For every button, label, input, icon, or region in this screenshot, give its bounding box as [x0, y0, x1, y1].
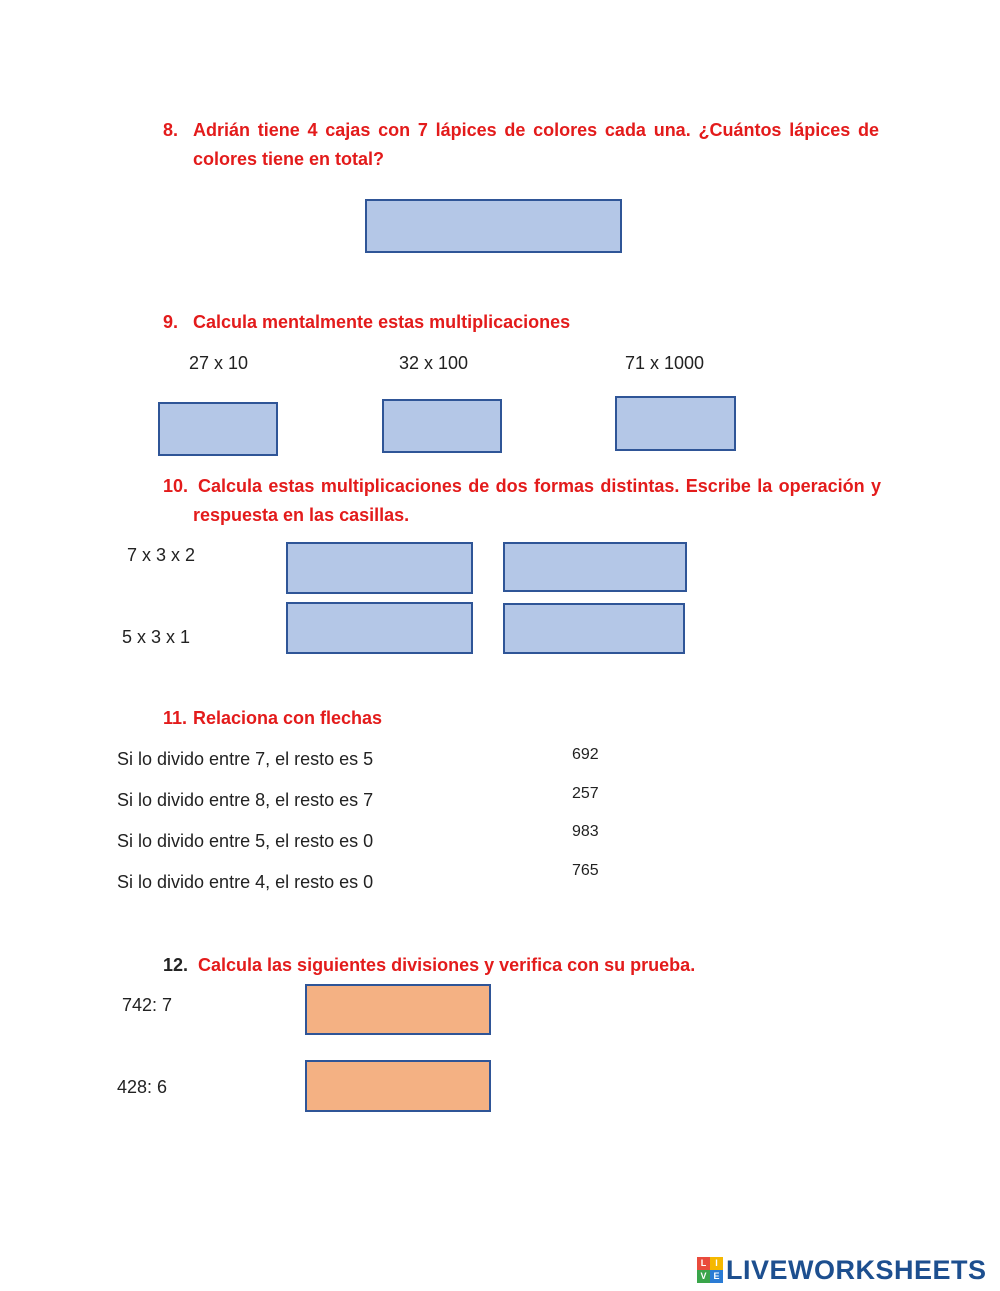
question-10-line-2: respuesta en las casillas. — [193, 505, 410, 525]
q11-number-1[interactable]: 692 — [572, 746, 599, 763]
logo-letter-l: L — [697, 1257, 710, 1270]
q11-statement-2: Si lo divido entre 8, el resto es 7 — [117, 790, 374, 810]
q12-operation-1: 742: 7 — [122, 995, 173, 1015]
q11-number-2[interactable]: 257 — [572, 785, 599, 802]
answer-box-q10-1a[interactable] — [286, 542, 473, 594]
q11-number-3[interactable]: 983 — [572, 823, 599, 840]
logo-letter-v: V — [697, 1270, 710, 1283]
question-11-title: Relaciona con flechas — [193, 708, 383, 728]
answer-box-q8[interactable] — [365, 199, 622, 253]
question-10-line-1: Calcula estas multiplicaciones de dos formas distintas. Escribe la operación y — [198, 476, 881, 496]
answer-box-q10-2a[interactable] — [286, 602, 473, 654]
question-11-number: 11. — [163, 708, 188, 728]
question-9 — [163, 308, 879, 338]
logo-letter-e: E — [710, 1270, 723, 1283]
answer-box-q9-3[interactable] — [615, 396, 736, 451]
answer-box-q10-2b[interactable] — [503, 603, 685, 654]
q12-operation-2: 428: 6 — [117, 1077, 168, 1097]
question-8-number: 8. — [163, 120, 179, 140]
answer-box-q9-1[interactable] — [158, 402, 278, 456]
logo-letter-i: I — [710, 1257, 723, 1270]
question-11 — [163, 704, 563, 734]
question-12-title: Calcula las siguientes divisiones y verifica con su prueba. — [198, 955, 696, 975]
q10-operation-1: 7 x 3 x 2 — [127, 545, 196, 565]
q9-operation-3: 71 x 1000 — [625, 353, 705, 373]
answer-box-q12-1[interactable] — [305, 984, 491, 1035]
q11-statement-3: Si lo divido entre 5, el resto es 0 — [117, 831, 374, 851]
question-9-number: 9. — [163, 312, 179, 332]
question-10 — [163, 472, 881, 532]
question-9-title: Calcula mentalmente estas multiplicaciones — [193, 312, 571, 332]
q11-statement-1: Si lo divido entre 7, el resto es 5 — [117, 749, 374, 769]
logo-mark-icon — [697, 1257, 723, 1283]
question-8 — [163, 116, 879, 176]
q11-number-4[interactable]: 765 — [572, 862, 599, 879]
q10-operation-2: 5 x 3 x 1 — [122, 627, 191, 647]
q9-operation-1: 27 x 10 — [189, 353, 249, 373]
question-10-number: 10. — [163, 476, 189, 496]
q9-operation-2: 32 x 100 — [399, 353, 469, 373]
answer-box-q12-2[interactable] — [305, 1060, 491, 1112]
question-12-number: 12. — [163, 955, 189, 975]
question-12 — [163, 951, 883, 981]
liveworksheets-logo — [697, 1254, 997, 1286]
logo-text: LIVEWORKSHEETS — [726, 1254, 987, 1285]
question-8-line-1: Adrián tiene 4 cajas con 7 lápices de colores cada una. ¿Cuántos lápices de — [193, 120, 879, 140]
question-8-line-2: colores tiene en total? — [193, 149, 385, 169]
answer-box-q10-1b[interactable] — [503, 542, 687, 592]
answer-box-q9-2[interactable] — [382, 399, 502, 453]
q11-statement-4: Si lo divido entre 4, el resto es 0 — [117, 872, 374, 892]
